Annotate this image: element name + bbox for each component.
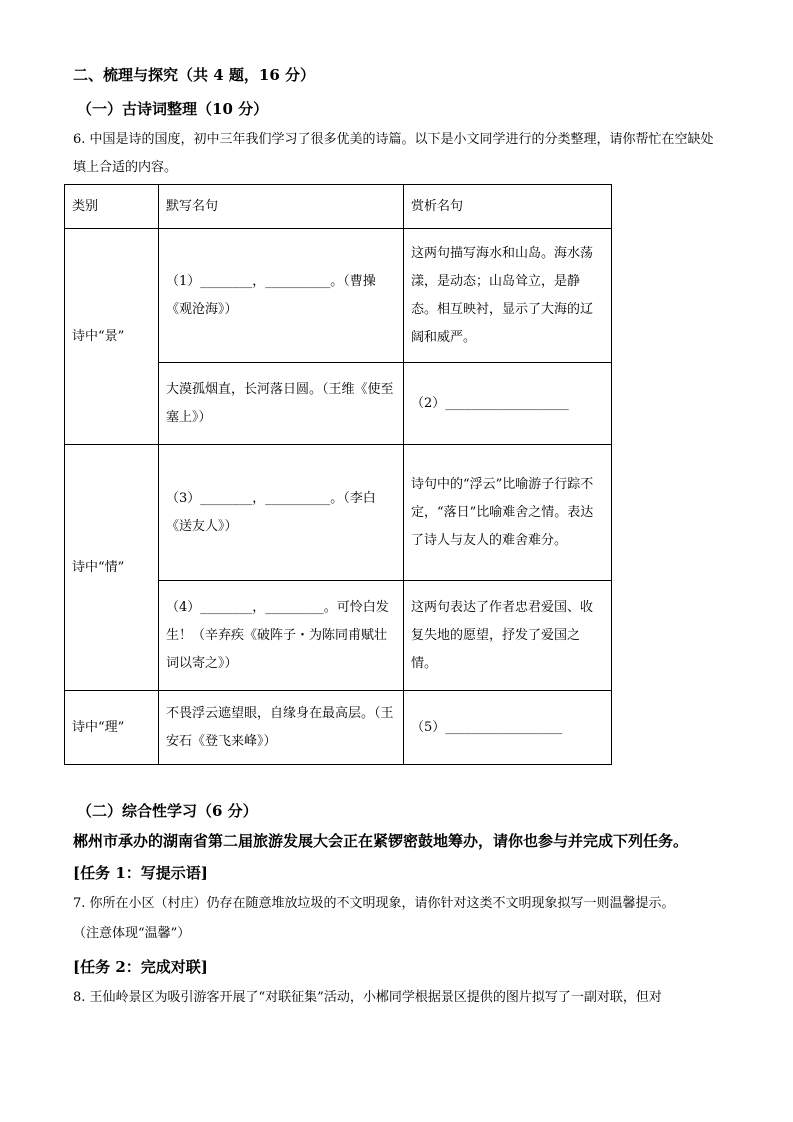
task-2-heading: [任务 2：完成对联] bbox=[73, 958, 208, 976]
subsection-title-comprehensive: （二）综合性学习（6 分） bbox=[77, 802, 258, 820]
header-poem: 默写名句 bbox=[159, 185, 404, 229]
poem-cell: （3）________，__________。（李白《送友人》） bbox=[159, 445, 404, 581]
header-appreciation: 赏析名句 bbox=[404, 185, 612, 229]
question-7-text: 7. 你所在小区（村庄）仍存在随意堆放垃圾的不文明现象，请你针对这类不文明现象拟写一则温馨提示。 bbox=[73, 896, 675, 911]
table-row bbox=[65, 229, 612, 363]
appreciation-cell: 诗句中的“浮云”比喻游子行踪不定，“落日”比喻难舍之情。表达了诗人与友人的难舍难分。 bbox=[404, 445, 612, 581]
category-cell: 诗中“理” bbox=[65, 691, 159, 765]
table-header-row bbox=[65, 185, 612, 229]
appreciation-cell: （5）__________________ bbox=[404, 691, 612, 765]
category-cell: 诗中“情” bbox=[65, 445, 159, 691]
header-category: 类别 bbox=[65, 185, 159, 229]
question-8-text: 8. 王仙岭景区为吸引游客开展了“对联征集”活动，小郴同学根据景区提供的图片拟写了一副对联，但对 bbox=[73, 990, 662, 1005]
appreciation-cell: 这两句表达了作者忠君爱国、收复失地的愿望，抒发了爱国之情。 bbox=[404, 581, 612, 691]
appreciation-cell: 这两句描写海水和山岛。海水荡漾，是动态；山岛耸立，是静态。相互映衬，显示了大海的辽阔和威严。 bbox=[404, 229, 612, 363]
category-cell: 诗中“景” bbox=[65, 229, 159, 445]
poem-cell: 不畏浮云遮望眼，自缘身在最高层。（王安石《登飞来峰》） bbox=[159, 691, 404, 765]
section-title: 二、梳理与探究（共 4 题，16 分） bbox=[73, 66, 315, 84]
poem-cell: 大漠孤烟直，长河落日圆。（王维《使至塞上》） bbox=[159, 363, 404, 445]
appreciation-cell: （2）___________________ bbox=[404, 363, 612, 445]
poem-cell: （4）________，_________。可怜白发生！（辛弃疾《破阵子・为陈同甫赋壮词以寄之》） bbox=[159, 581, 404, 691]
table-row bbox=[65, 691, 612, 765]
task-intro: 郴州市承办的湖南省第二届旅游发展大会正在紧锣密鼓地筹办，请你也参与并完成下列任务。 bbox=[73, 832, 689, 850]
question-7-note: （注意体现“温馨”） bbox=[73, 926, 191, 941]
task-1-heading: [任务 1：写提示语] bbox=[73, 864, 208, 882]
question-6-text: 6. 中国是诗的国度，初中三年我们学习了很多优美的诗篇。以下是小文同学进行的分类整理，请你帮忙在空缺处填上合适的内容。 bbox=[73, 132, 714, 175]
poetry-table bbox=[64, 184, 612, 765]
poem-cell: （1）________，__________。（曹操《观沧海》） bbox=[159, 229, 404, 363]
subsection-title-poetry: （一）古诗词整理（10 分） bbox=[77, 100, 269, 118]
table-row bbox=[65, 445, 612, 581]
